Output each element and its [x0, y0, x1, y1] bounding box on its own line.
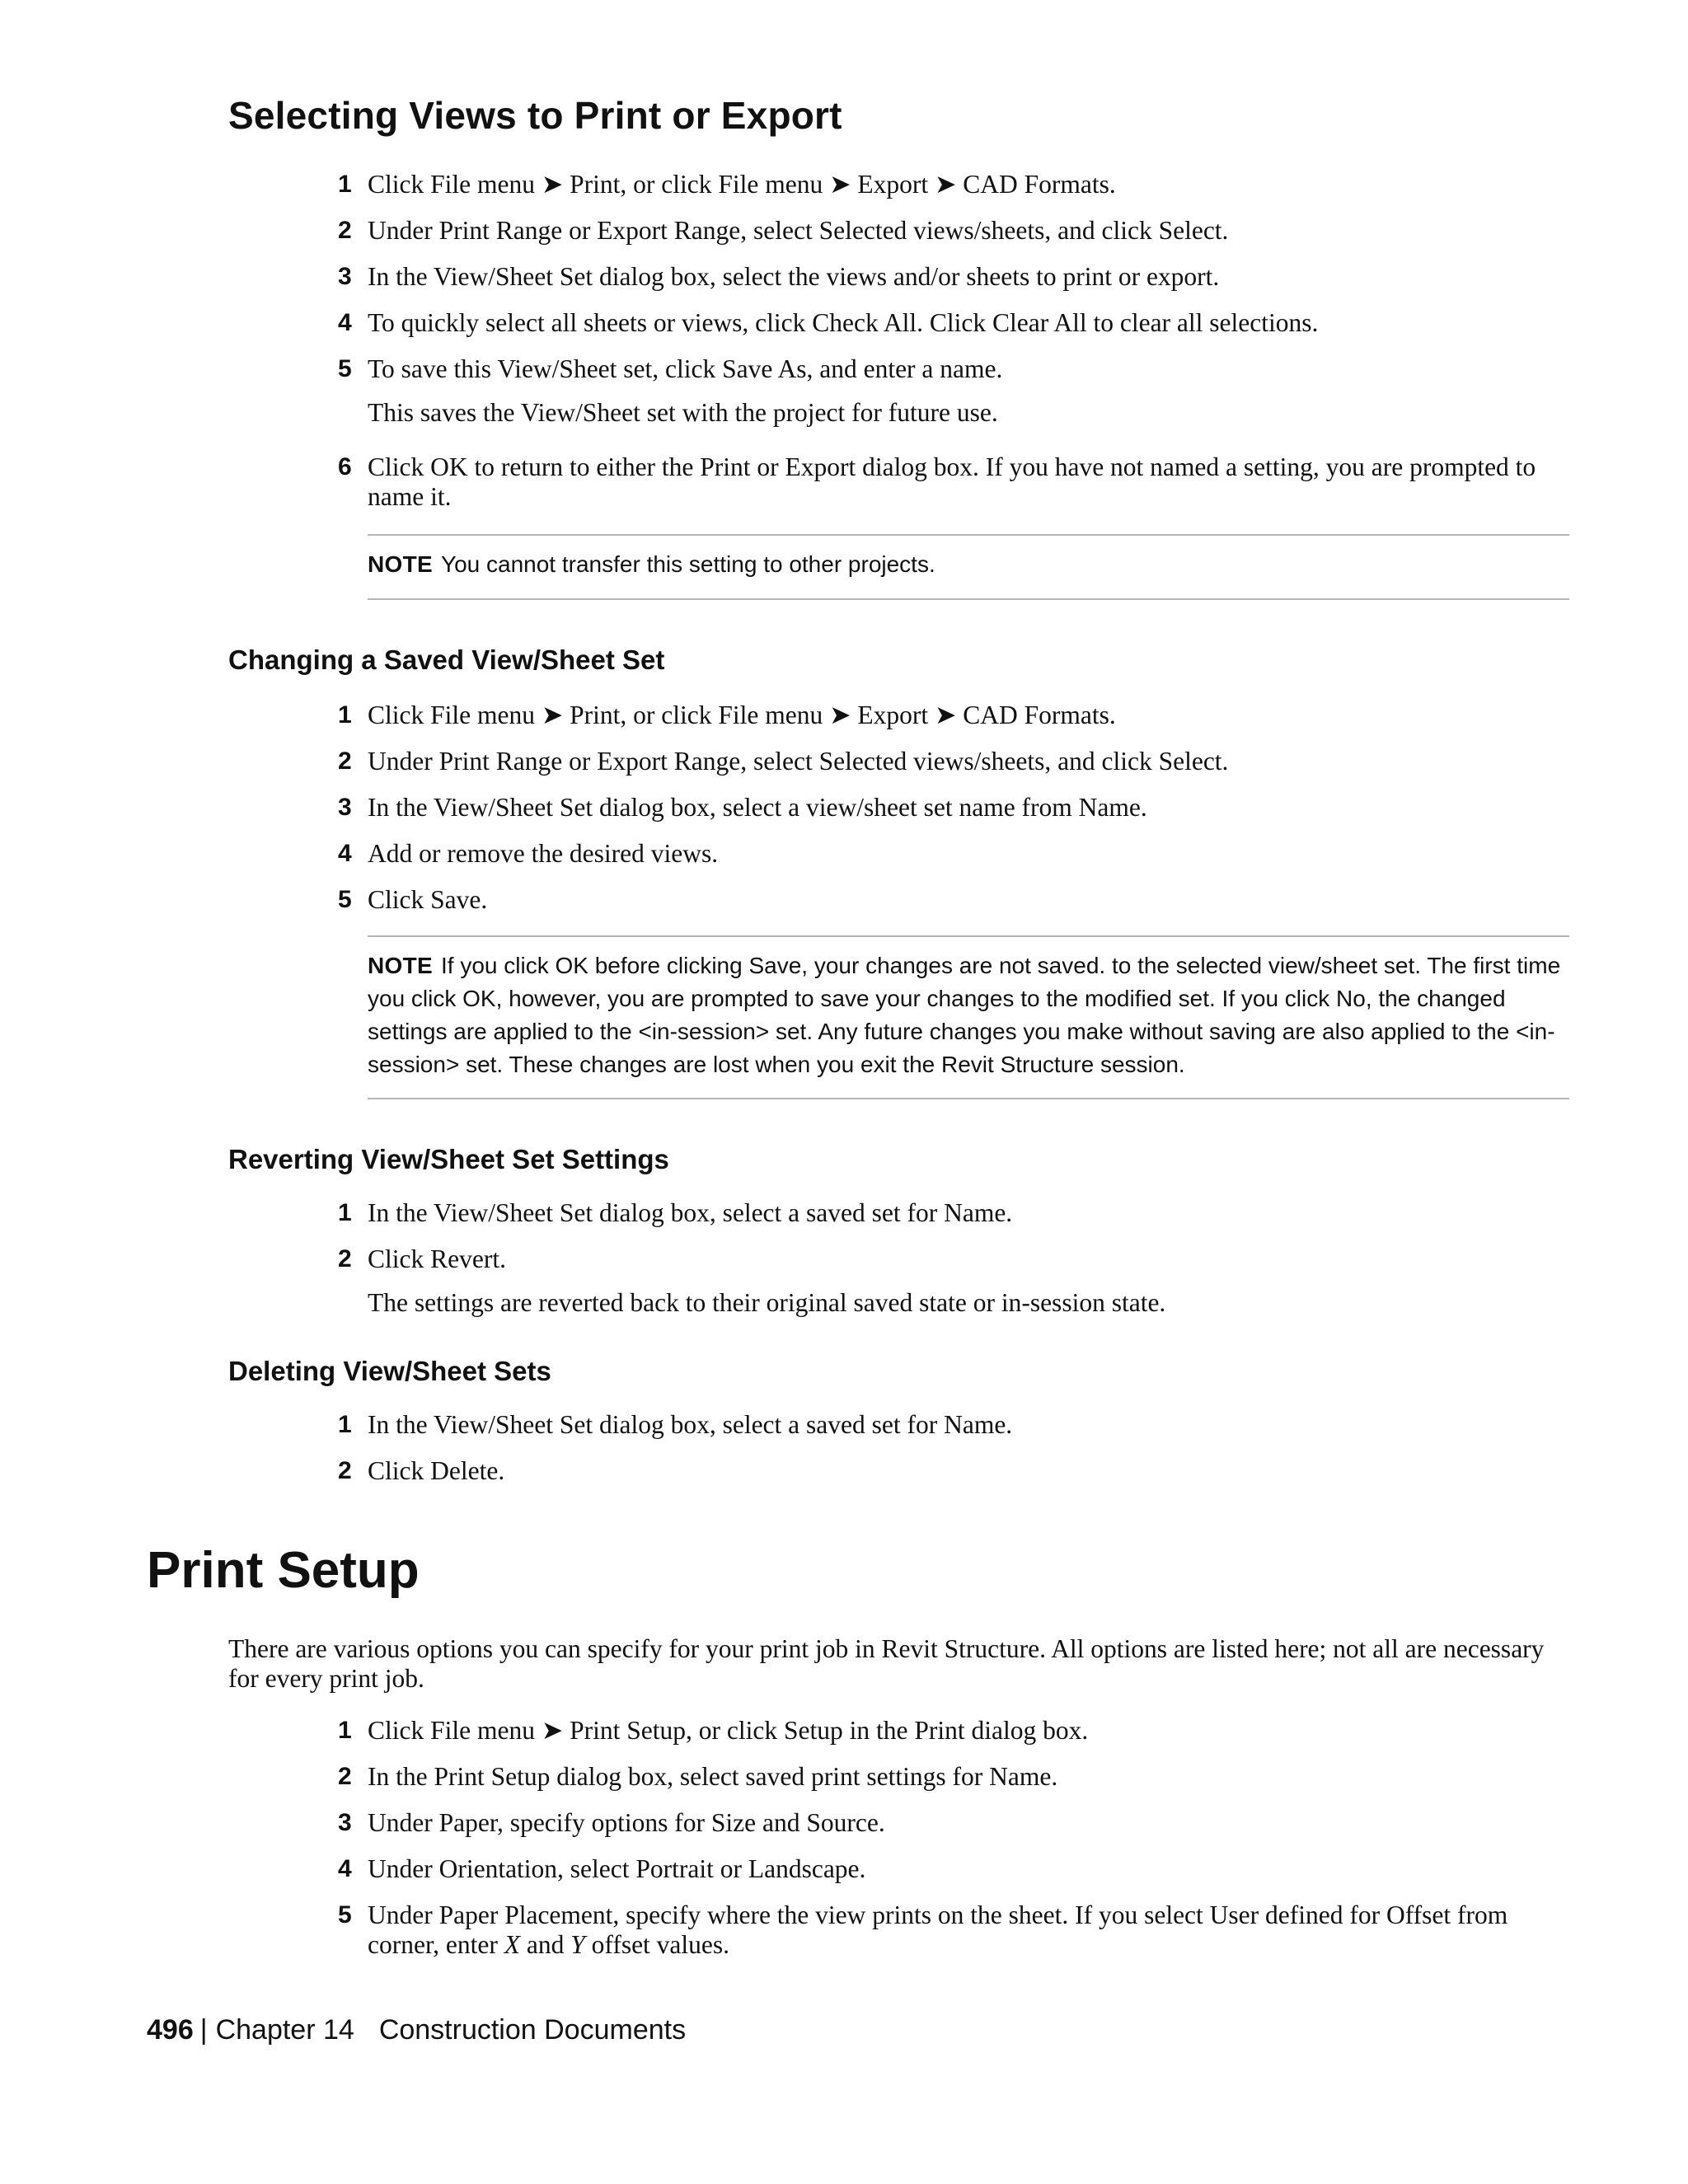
section-title-deleting: Deleting View/Sheet Sets — [228, 1356, 551, 1386]
step-text: Under Paper, specify options for Size and Source. — [368, 1808, 885, 1837]
step-text: Click Delete. — [368, 1456, 505, 1485]
step-number: 3 — [338, 1809, 352, 1836]
note-divider-bottom — [368, 1098, 1569, 1099]
variable-y: Y — [570, 1930, 585, 1959]
note-divider-top — [368, 534, 1569, 536]
step-number: 6 — [338, 453, 352, 480]
step-number: 2 — [338, 1245, 352, 1272]
step-text: In the View/Sheet Set dialog box, select a view/sheet set name from Name. — [368, 793, 1147, 822]
step-number: 4 — [338, 840, 352, 867]
step-number: 1 — [338, 1717, 352, 1744]
step-number: 4 — [338, 1855, 352, 1882]
step-text: Under Orientation, select Portrait or Landscape. — [368, 1854, 866, 1883]
step-text: Click File menu ➤ Print, or click File menu ➤ Export ➤ CAD Formats. — [368, 170, 1116, 199]
chapter-title: Construction Documents — [378, 2014, 687, 2046]
step-text: In the View/Sheet Set dialog box, select the views and/or sheets to print or export. — [368, 262, 1220, 291]
section-title-changing-set: Changing a Saved View/Sheet Set — [228, 644, 665, 675]
step-number: 2 — [338, 217, 352, 244]
step-number: 2 — [338, 1763, 352, 1790]
step-text — [368, 1900, 1571, 1960]
step-number: 3 — [338, 794, 352, 821]
step-text: To quickly select all sheets or views, click Check All. Click Clear All to clear all selections. — [368, 308, 1319, 337]
step-number: 1 — [338, 701, 352, 729]
note-text: You cannot transfer this setting to other projects. — [440, 551, 935, 577]
step-text-part: offset values. — [584, 1930, 730, 1959]
step-number: 4 — [338, 309, 352, 336]
page-footer — [147, 2014, 686, 2046]
step-text: Click Save. — [368, 885, 488, 914]
step-number: 1 — [338, 1411, 352, 1438]
step-number: 2 — [338, 1457, 352, 1484]
step-text: Under Print Range or Export Range, select Selected views/sheets, and click Select. — [368, 747, 1229, 776]
note-label: NOTE — [368, 551, 433, 577]
step-text: In the View/Sheet Set dialog box, select a saved set for Name. — [368, 1198, 1013, 1227]
chapter-heading-print-setup: Print Setup — [147, 1542, 420, 1599]
step-note-text: The settings are reverted back to their original saved state or in-session state. — [368, 1288, 1166, 1317]
step-note-text: This saves the View/Sheet set with the project for future use. — [368, 398, 998, 427]
section-title-reverting: Reverting View/Sheet Set Settings — [228, 1144, 669, 1174]
step-text: Click Revert. — [368, 1244, 506, 1273]
step-text: Add or remove the desired views. — [368, 839, 719, 868]
step-text: Under Print Range or Export Range, select Selected views/sheets, and click Select. — [368, 216, 1229, 245]
step-text: In the Print Setup dialog box, select saved print settings for Name. — [368, 1762, 1058, 1791]
note-label: NOTE — [368, 953, 433, 978]
intro-paragraph: There are various options you can specify for your print job in Revit Structure. All options are listed here; not all are necessary for every print job. — [228, 1634, 1545, 1693]
step-number: 1 — [338, 171, 352, 198]
step-number: 5 — [338, 886, 352, 913]
step-number: 2 — [338, 748, 352, 775]
step-text: Click File menu ➤ Print, or click File menu ➤ Export ➤ CAD Formats. — [368, 701, 1116, 729]
step-number: 5 — [338, 1901, 352, 1929]
note-box — [368, 949, 1571, 1081]
note-divider-bottom — [368, 598, 1569, 600]
step-number: 3 — [338, 263, 352, 290]
note-box — [368, 548, 1571, 581]
step-text: In the View/Sheet Set dialog box, select a saved set for Name. — [368, 1410, 1013, 1439]
page-number: 496 — [147, 2014, 194, 2046]
step-text: Click OK to return to either the Print or Export dialog box. If you have not named a setting, you are prompted to name it. — [368, 452, 1536, 511]
section-title-selecting-views: Selecting Views to Print or Export — [228, 94, 842, 137]
step-number: 1 — [338, 1199, 352, 1226]
step-text: To save this View/Sheet set, click Save As, and enter a name. — [368, 354, 1003, 383]
step-number: 5 — [338, 355, 352, 382]
note-divider-top — [368, 935, 1569, 937]
variable-x: X — [504, 1930, 521, 1959]
step-text-part: and — [520, 1930, 571, 1959]
chapter-label: Chapter 14 — [215, 2014, 354, 2046]
footer-separator: | — [199, 2014, 208, 2046]
note-text: If you click OK before clicking Save, your changes are not saved. to the selected view/sheet set. The first time you click OK, however, you are prompted to save your changes to the modified set. If you click No, the changed settings are applied to the <in-session> set. Any future changes you make without saving are also applied to the <in-session> set. These changes are lost when you exit the Revit Structure session. — [368, 953, 1561, 1077]
step-text: Click File menu ➤ Print Setup, or click Setup in the Print dialog box. — [368, 1716, 1089, 1745]
step-text-part: Under Paper Placement, specify where the view prints on the sheet. If you select User defined for Offset from corner, enter — [368, 1900, 1508, 1959]
